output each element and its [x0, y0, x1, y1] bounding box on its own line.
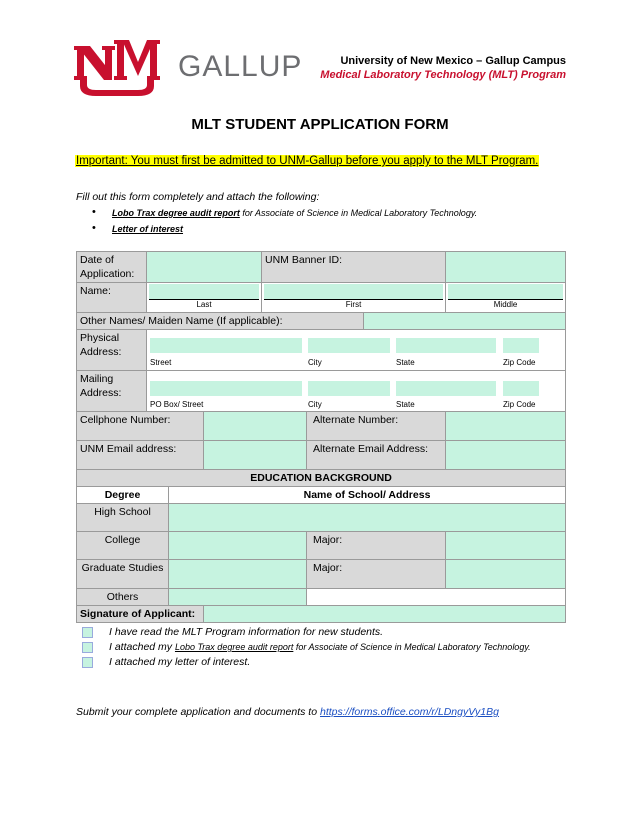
- checkbox-audit-report[interactable]: [82, 642, 93, 653]
- first-name-input[interactable]: [264, 284, 443, 300]
- middle-name-input[interactable]: [448, 284, 563, 300]
- college-major-field[interactable]: [446, 532, 566, 560]
- first-name-caption: First: [345, 300, 362, 309]
- school-header: Name of School/ Address: [169, 487, 566, 504]
- mailing-city-input[interactable]: [308, 381, 390, 396]
- email-label: UNM Email address:: [77, 441, 204, 470]
- state-caption: State: [396, 358, 415, 367]
- street-caption: Street: [150, 358, 172, 367]
- last-name-field[interactable]: [147, 283, 262, 313]
- attachment-rest: for Associate of Science in Medical Laboratory Technology.: [239, 208, 478, 218]
- state-caption: State: [396, 400, 415, 409]
- checkbox-audit-link: Lobo Trax degree audit report: [174, 642, 294, 652]
- graduate-major-field[interactable]: [446, 560, 566, 589]
- attachment-item: [92, 224, 183, 234]
- alternate-email-label: Alternate Email Address:: [307, 441, 446, 470]
- logo-text: GALLUP: [178, 50, 303, 83]
- graduate-major-label: Major:: [307, 560, 446, 589]
- header-info: [320, 54, 566, 82]
- physical-address-field[interactable]: [147, 330, 566, 371]
- other-names-field[interactable]: [364, 313, 566, 330]
- college-major-label: Major:: [307, 532, 446, 560]
- unm-gallup-logo: [74, 40, 314, 96]
- first-name-field[interactable]: [262, 283, 446, 313]
- mailing-address-label: Mailing Address:: [77, 371, 147, 412]
- high-school-field[interactable]: [169, 504, 566, 532]
- checkbox-read-info-label: I have read the MLT Program information for new students.: [109, 626, 384, 638]
- others-label: Others: [77, 589, 169, 606]
- college-label: College: [77, 532, 169, 560]
- checkbox-letter[interactable]: [82, 657, 93, 668]
- mailing-zip-input[interactable]: [503, 381, 539, 396]
- signature-field[interactable]: [204, 606, 566, 623]
- city-caption: City: [308, 400, 322, 409]
- alternate-email-field[interactable]: [446, 441, 566, 470]
- attachment-item: [92, 208, 477, 218]
- others-field[interactable]: [169, 589, 307, 606]
- degree-header: Degree: [77, 487, 169, 504]
- graduate-field[interactable]: [169, 560, 307, 589]
- mailing-address-field[interactable]: [147, 371, 566, 412]
- cellphone-label: Cellphone Number:: [77, 412, 204, 441]
- last-name-caption: Last: [196, 300, 212, 309]
- page-title: MLT STUDENT APPLICATION FORM: [191, 116, 449, 133]
- submit-link[interactable]: https://forms.office.com/r/LDngyVy1Bg: [319, 706, 499, 718]
- checkbox-item[interactable]: [82, 656, 250, 668]
- checkbox-item[interactable]: [82, 626, 383, 638]
- education-header: EDUCATION BACKGROUND: [77, 470, 566, 487]
- checkbox-read-info[interactable]: [82, 627, 93, 638]
- checkbox-letter-label: I attached my letter of interest.: [109, 656, 251, 668]
- submit-text: Submit your complete application and documents to: [76, 706, 320, 718]
- attachment-link: Letter of interest: [112, 224, 184, 234]
- physical-zip-input[interactable]: [503, 338, 539, 353]
- middle-name-field[interactable]: [446, 283, 566, 313]
- alternate-number-field[interactable]: [446, 412, 566, 441]
- mailing-street-input[interactable]: [150, 381, 302, 396]
- name-label: Name:: [77, 283, 147, 313]
- zip-caption: Zip Code: [503, 400, 536, 409]
- attachment-link: Lobo Trax degree audit report: [112, 208, 240, 218]
- middle-name-caption: Middle: [493, 300, 518, 309]
- zip-caption: Zip Code: [503, 358, 536, 367]
- po-box-caption: PO Box/ Street: [150, 400, 204, 409]
- high-school-label: High School: [77, 504, 169, 532]
- intro-text: Fill out this form completely and attach the following:: [76, 191, 320, 203]
- physical-state-input[interactable]: [396, 338, 496, 353]
- last-name-input[interactable]: [149, 284, 259, 300]
- physical-street-input[interactable]: [150, 338, 302, 353]
- signature-label: Signature of Applicant:: [77, 606, 204, 623]
- application-form-table: [76, 251, 566, 623]
- mailing-state-input[interactable]: [396, 381, 496, 396]
- checkbox-item[interactable]: [82, 641, 531, 653]
- banner-id-field[interactable]: [446, 252, 566, 283]
- college-field[interactable]: [169, 532, 307, 560]
- unm-logo-mark-icon: [74, 40, 314, 96]
- checkbox-audit-pre: I attached my: [109, 641, 175, 653]
- physical-address-label: Physical Address:: [77, 330, 147, 371]
- others-blank: [307, 589, 566, 606]
- university-name: University of New Mexico – Gallup Campus: [340, 55, 566, 67]
- other-names-label: Other Names/ Maiden Name (If applicable):: [77, 313, 364, 330]
- email-field[interactable]: [204, 441, 307, 470]
- cellphone-field[interactable]: [204, 412, 307, 441]
- important-notice: Important: You must first be admitted to UNM-Gallup before you apply to the MLT Program.: [76, 155, 539, 167]
- graduate-label: Graduate Studies: [77, 560, 169, 589]
- date-label: Date of Application:: [77, 252, 147, 283]
- submit-instructions: [76, 706, 499, 718]
- date-field[interactable]: [147, 252, 262, 283]
- program-name: Medical Laboratory Technology (MLT) Program: [320, 69, 566, 81]
- banner-id-label: UNM Banner ID:: [262, 252, 446, 283]
- checkbox-audit-post: for Associate of Science in Medical Laboratory Technology.: [293, 642, 531, 652]
- alternate-number-label: Alternate Number:: [307, 412, 446, 441]
- city-caption: City: [308, 358, 322, 367]
- physical-city-input[interactable]: [308, 338, 390, 353]
